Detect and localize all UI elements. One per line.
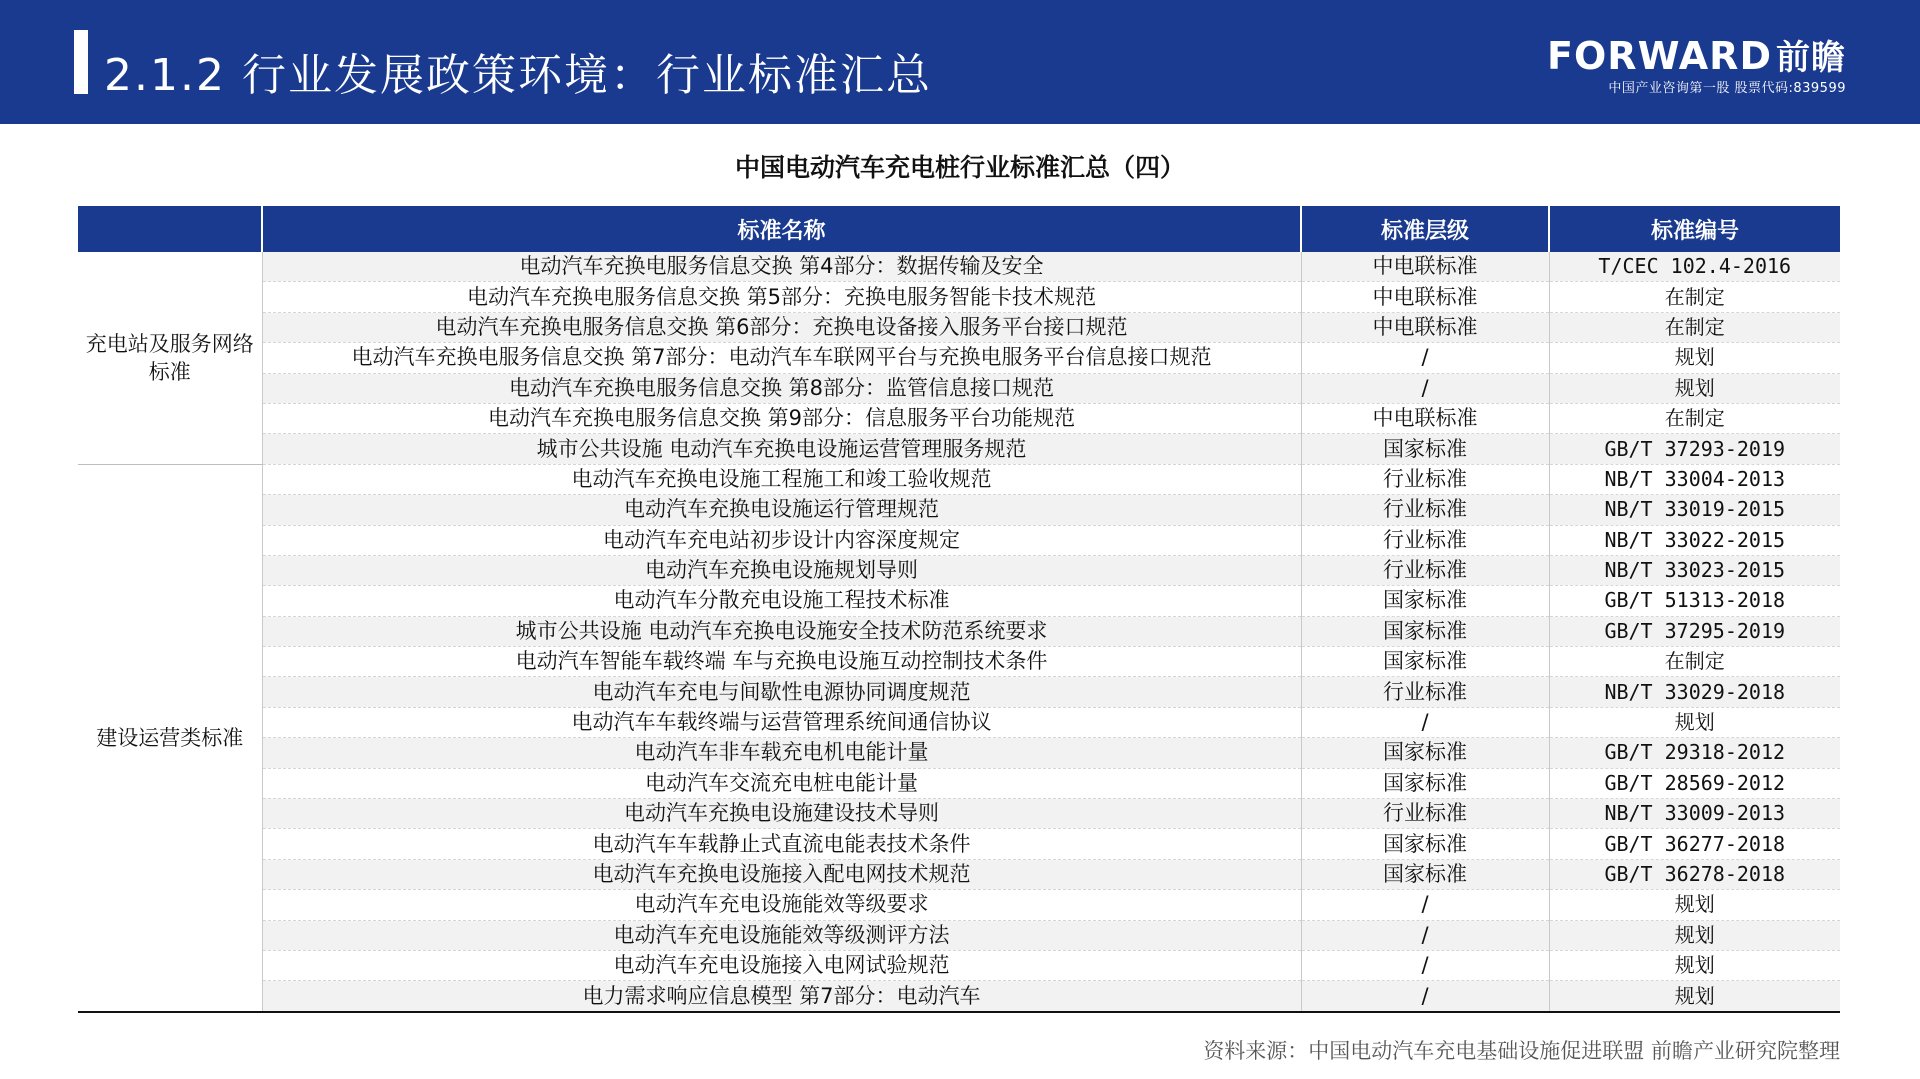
code-cell: NB/T 33009-2013 (1549, 799, 1840, 829)
header-name: 标准名称 (262, 206, 1301, 252)
name-cell: 电动汽车分散充电设施工程技术标准 (262, 586, 1301, 616)
table-row (78, 707, 1840, 737)
level-cell: / (1301, 981, 1549, 1012)
level-cell: 行业标准 (1301, 525, 1549, 555)
code-cell: NB/T 33023-2015 (1549, 555, 1840, 585)
category-cell: 充电站及服务网络标准 (78, 252, 262, 464)
forward-logo (1526, 36, 1846, 98)
level-cell: 国家标准 (1301, 647, 1549, 677)
code-cell: 规划 (1549, 920, 1840, 950)
name-cell: 电动汽车充换电服务信息交换 第5部分：充换电服务智能卡技术规范 (262, 282, 1301, 312)
name-cell: 电动汽车充电设施能效等级要求 (262, 890, 1301, 920)
level-cell: / (1301, 950, 1549, 980)
level-cell: / (1301, 890, 1549, 920)
logo-brand-cn: 前瞻 (1776, 38, 1846, 78)
table-row (78, 434, 1840, 464)
header-level: 标准层级 (1301, 206, 1549, 252)
name-cell: 电动汽车车载静止式直流电能表技术条件 (262, 829, 1301, 859)
table-title: 中国电动汽车充电桩行业标准汇总（四） (734, 153, 1185, 182)
name-cell: 电动汽车充换电设施运行管理规范 (262, 495, 1301, 525)
code-cell: GB/T 36277-2018 (1549, 829, 1840, 859)
name-cell: 电动汽车车载终端与运营管理系统间通信协议 (262, 707, 1301, 737)
logo-brand-en: FORWARD (1547, 34, 1772, 78)
table-row (78, 738, 1840, 768)
code-cell: 在制定 (1549, 403, 1840, 433)
code-cell: 规划 (1549, 373, 1840, 403)
name-cell: 电动汽车充换电服务信息交换 第4部分：数据传输及安全 (262, 252, 1301, 282)
level-cell: 国家标准 (1301, 616, 1549, 646)
table-row (78, 859, 1840, 889)
name-cell: 电动汽车非车载充电机电能计量 (262, 738, 1301, 768)
standards-table (78, 206, 1840, 1013)
table-header-row (78, 206, 1840, 252)
code-cell: GB/T 28569-2012 (1549, 768, 1840, 798)
level-cell: 行业标准 (1301, 555, 1549, 585)
code-cell: 规划 (1549, 981, 1840, 1012)
table-row (78, 799, 1840, 829)
table-row (78, 525, 1840, 555)
table-row (78, 950, 1840, 980)
table-body (78, 252, 1840, 1012)
logo-brand (1526, 36, 1846, 78)
level-cell: 行业标准 (1301, 495, 1549, 525)
code-cell: NB/T 33022-2015 (1549, 525, 1840, 555)
header-banner (0, 0, 1920, 124)
code-cell: NB/T 33019-2015 (1549, 495, 1840, 525)
level-cell: 国家标准 (1301, 586, 1549, 616)
table-row (78, 252, 1840, 282)
code-cell: GB/T 51313-2018 (1549, 586, 1840, 616)
level-cell: / (1301, 343, 1549, 373)
table-row (78, 677, 1840, 707)
level-cell: 行业标准 (1301, 464, 1549, 494)
level-cell: 国家标准 (1301, 859, 1549, 889)
name-cell: 电动汽车充换电设施接入配电网技术规范 (262, 859, 1301, 889)
level-cell: 行业标准 (1301, 799, 1549, 829)
name-cell: 电动汽车充电设施接入电网试验规范 (262, 950, 1301, 980)
level-cell: / (1301, 920, 1549, 950)
table-row (78, 981, 1840, 1012)
code-cell: NB/T 33004-2013 (1549, 464, 1840, 494)
table-row (78, 282, 1840, 312)
level-cell: 国家标准 (1301, 738, 1549, 768)
level-cell: 国家标准 (1301, 768, 1549, 798)
code-cell: 在制定 (1549, 282, 1840, 312)
header-category (78, 206, 262, 252)
name-cell: 电动汽车充电站初步设计内容深度规定 (262, 525, 1301, 555)
code-cell: 规划 (1549, 343, 1840, 373)
name-cell: 电动汽车充电设施能效等级测评方法 (262, 920, 1301, 950)
code-cell: GB/T 37293-2019 (1549, 434, 1840, 464)
table-row (78, 829, 1840, 859)
table-row (78, 464, 1840, 494)
table-row (78, 373, 1840, 403)
name-cell: 电动汽车充电与间歇性电源协同调度规范 (262, 677, 1301, 707)
table-row (78, 403, 1840, 433)
table-row (78, 555, 1840, 585)
code-cell: 规划 (1549, 707, 1840, 737)
code-cell: 规划 (1549, 950, 1840, 980)
level-cell: 国家标准 (1301, 829, 1549, 859)
level-cell: 中电联标准 (1301, 312, 1549, 342)
table-row (78, 768, 1840, 798)
name-cell: 电动汽车充换电服务信息交换 第6部分：充换电设备接入服务平台接口规范 (262, 312, 1301, 342)
name-cell: 电动汽车充换电服务信息交换 第8部分：监管信息接口规范 (262, 373, 1301, 403)
table-row (78, 495, 1840, 525)
table-row (78, 586, 1840, 616)
code-cell: GB/T 37295-2019 (1549, 616, 1840, 646)
name-cell: 城市公共设施 电动汽车充换电设施安全技术防范系统要求 (262, 616, 1301, 646)
level-cell: 国家标准 (1301, 434, 1549, 464)
name-cell: 电动汽车智能车载终端 车与充换电设施互动控制技术条件 (262, 647, 1301, 677)
page-title: 2.1.2 行业发展政策环境：行业标准汇总 (104, 50, 932, 101)
name-cell: 电动汽车充换电设施建设技术导则 (262, 799, 1301, 829)
table-row (78, 616, 1840, 646)
name-cell: 城市公共设施 电动汽车充换电设施运营管理服务规范 (262, 434, 1301, 464)
code-cell: T/CEC 102.4-2016 (1549, 252, 1840, 282)
name-cell: 电动汽车充换电服务信息交换 第7部分：电动汽车车联网平台与充换电服务平台信息接口规范 (262, 343, 1301, 373)
name-cell: 电动汽车充换电设施规划导则 (262, 555, 1301, 585)
name-cell: 电动汽车充换电设施工程施工和竣工验收规范 (262, 464, 1301, 494)
level-cell: 行业标准 (1301, 677, 1549, 707)
table-row (78, 343, 1840, 373)
code-cell: 在制定 (1549, 647, 1840, 677)
title-accent-bar (74, 30, 88, 94)
source-note: 资料来源：中国电动汽车充电基础设施促进联盟 前瞻产业研究院整理 (1203, 1039, 1840, 1063)
table-row (78, 890, 1840, 920)
name-cell: 电力需求响应信息模型 第7部分：电动汽车 (262, 981, 1301, 1012)
level-cell: 中电联标准 (1301, 403, 1549, 433)
header-code: 标准编号 (1549, 206, 1840, 252)
level-cell: 中电联标准 (1301, 252, 1549, 282)
level-cell: / (1301, 707, 1549, 737)
code-cell: 规划 (1549, 890, 1840, 920)
table-row (78, 920, 1840, 950)
code-cell: GB/T 36278-2018 (1549, 859, 1840, 889)
level-cell: 中电联标准 (1301, 282, 1549, 312)
code-cell: NB/T 33029-2018 (1549, 677, 1840, 707)
level-cell: / (1301, 373, 1549, 403)
category-cell: 建设运营类标准 (78, 464, 262, 1012)
table-row (78, 312, 1840, 342)
name-cell: 电动汽车充换电服务信息交换 第9部分：信息服务平台功能规范 (262, 403, 1301, 433)
code-cell: GB/T 29318-2012 (1549, 738, 1840, 768)
logo-tagline: 中国产业咨询第一股 股票代码:839599 (1608, 81, 1846, 96)
table-row (78, 647, 1840, 677)
name-cell: 电动汽车交流充电桩电能计量 (262, 768, 1301, 798)
code-cell: 在制定 (1549, 312, 1840, 342)
